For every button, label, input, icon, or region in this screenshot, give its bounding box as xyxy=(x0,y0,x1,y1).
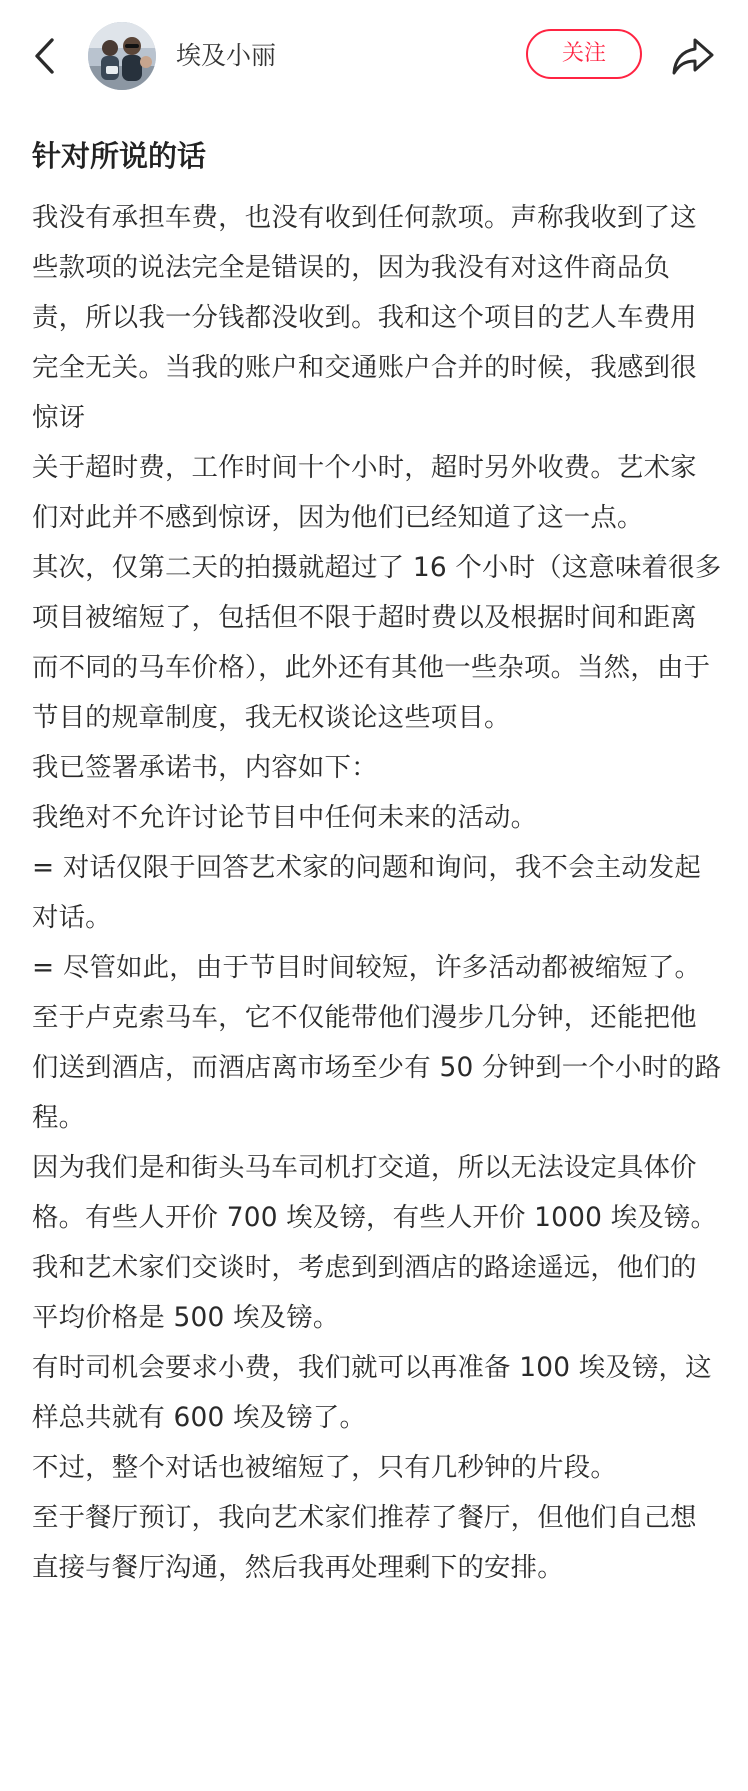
author-name[interactable]: 埃及小丽 xyxy=(176,41,277,70)
note-title: 针对所说的话 xyxy=(32,139,207,173)
back-button[interactable] xyxy=(26,34,66,78)
body-paragraph: 我绝对不允许讨论节目中任何未来的活动。 xyxy=(32,802,538,833)
avatar-photo xyxy=(88,22,156,90)
body-paragraph: 因为我们是和街头马车司机打交道，所以无法设定具体价格。有些人开价 700 埃及镑，有些人开价 1000 埃及镑。 xyxy=(32,1152,718,1233)
body-paragraph: 关于超时费，工作时间十个小时，超时另外收费。艺术家们对此并不感到惊讶，因为他们已经知道了这一点。 xyxy=(32,452,697,533)
share-button[interactable] xyxy=(670,34,716,78)
chevron-left-icon xyxy=(26,34,66,78)
body-paragraph: 我和艺术家们交谈时，考虑到到酒店的路途遥远，他们的平均价格是 500 埃及镑。 xyxy=(32,1252,697,1333)
note-body xyxy=(32,193,722,1593)
follow-button[interactable]: 关注 xyxy=(526,29,642,79)
body-paragraph: 我已签署承诺书，内容如下： xyxy=(32,752,378,783)
body-paragraph: 我没有承担车费，也没有收到任何款项。声称我收到了这些款项的说法完全是错误的，因为我没有对这件商品负责，所以我一分钱都没收到。我和这个项目的艺人车费用完全无关。当我的账户和交通账户合并的时候，我感到很惊讶 xyxy=(32,202,697,433)
share-arrow-icon xyxy=(670,34,716,78)
body-paragraph: = 对话仅限于回答艺术家的问题和询问，我不会主动发起对话。 xyxy=(32,852,702,933)
avatar[interactable] xyxy=(88,22,156,90)
body-paragraph: = 尽管如此，由于节目时间较短，许多活动都被缩短了。 xyxy=(32,952,702,983)
body-paragraph: 有时司机会要求小费，我们就可以再准备 100 埃及镑，这样总共就有 600 埃及镑了。 xyxy=(32,1352,712,1433)
note-header xyxy=(0,0,748,112)
body-paragraph: 至于卢克索马车，它不仅能带他们漫步几分钟，还能把他们送到酒店，而酒店离市场至少有 50 分钟到一个小时的路程。 xyxy=(32,1002,722,1133)
note-content xyxy=(32,134,722,1593)
body-paragraph: 其次，仅第二天的拍摄就超过了 16 个小时（这意味着很多项目被缩短了，包括但不限于超时费以及根据时间和距离而不同的马车价格），此外还有其他一些杂项。当然，由于节目的规章制度，我无权谈论这些项目。 xyxy=(32,552,722,733)
body-paragraph: 不过，整个对话也被缩短了，只有几秒钟的片段。 xyxy=(32,1452,617,1483)
body-paragraph: 至于餐厅预订，我向艺术家们推荐了餐厅，但他们自己想直接与餐厅沟通，然后我再处理剩下的安排。 xyxy=(32,1502,697,1583)
